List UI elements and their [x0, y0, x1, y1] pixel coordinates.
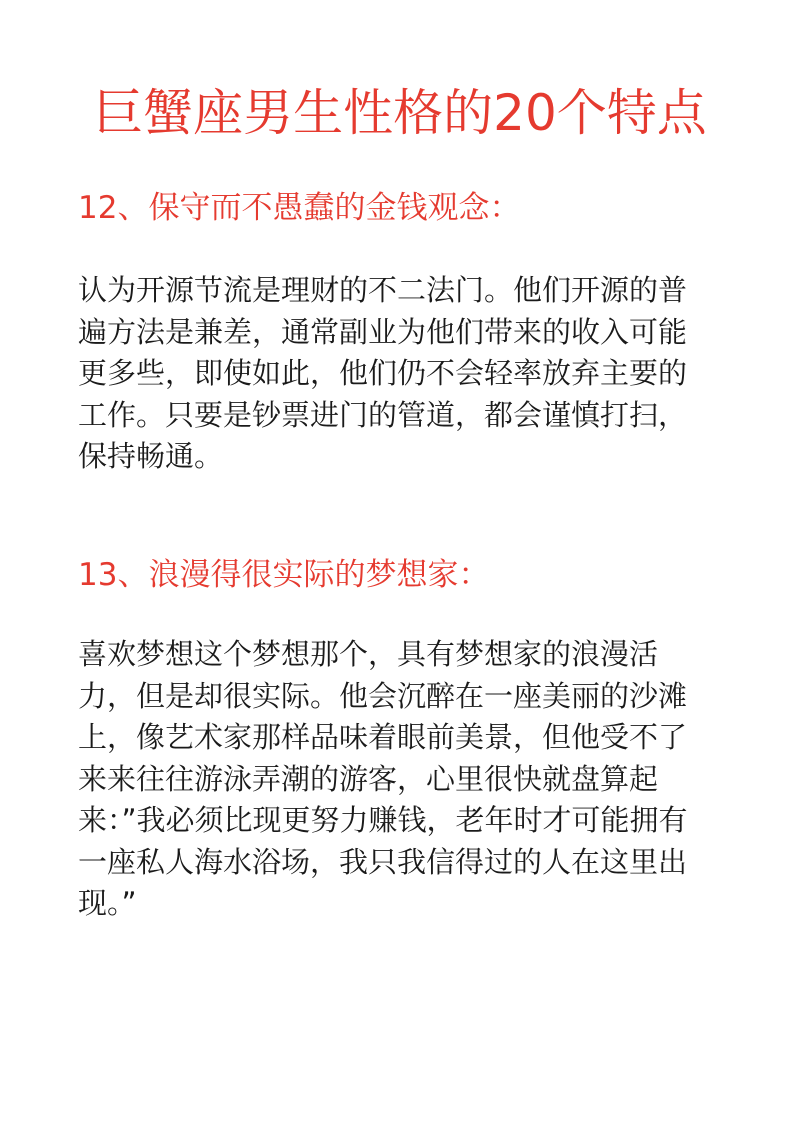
paragraph-line: 喜欢梦想这个梦想那个，具有梦想家的浪漫活 [78, 637, 659, 671]
paragraph-line: 遍方法是兼差，通常副业为他们带来的收入可能 [78, 314, 688, 349]
paragraph-line: 工作。只要是钞票进门的管道，都会谨慎打扫， [78, 397, 688, 432]
paragraph-line: 现。” [78, 886, 137, 920]
paragraph-line: 一座私人海水浴场，我只我信得过的人在这里出 [78, 844, 688, 879]
paragraph-line: 认为开源节流是理财的不二法门。他们开源的普 [78, 273, 688, 307]
paragraph-line: 力，但是却很实际。他会沉醉在一座美丽的沙滩 [78, 678, 688, 713]
paragraph-line: 上，像艺术家那样品味着眼前美景，但他受不了 [78, 720, 688, 754]
section-heading-12: 12、保守而不愚蠢的金钱观念： [78, 190, 521, 226]
paragraph-line: 保持畅通。 [78, 439, 224, 473]
paragraph-line: 来：”我必须比现更努力赚钱，老年时才可能拥有 [78, 803, 688, 837]
section-heading-13: 13、浪漫得很实际的梦想家： [78, 557, 490, 593]
section-body-12 [78, 270, 728, 478]
paragraph-line: 来来往往游泳弄潮的游客，心里很快就盘算起 [78, 761, 659, 796]
paragraph-line: 更多些，即使如此，他们仍不会轻率放弃主要的 [78, 356, 688, 390]
section-body-13 [78, 634, 728, 925]
page-title: 巨蟹座男生性格的20个特点 [93, 84, 707, 142]
